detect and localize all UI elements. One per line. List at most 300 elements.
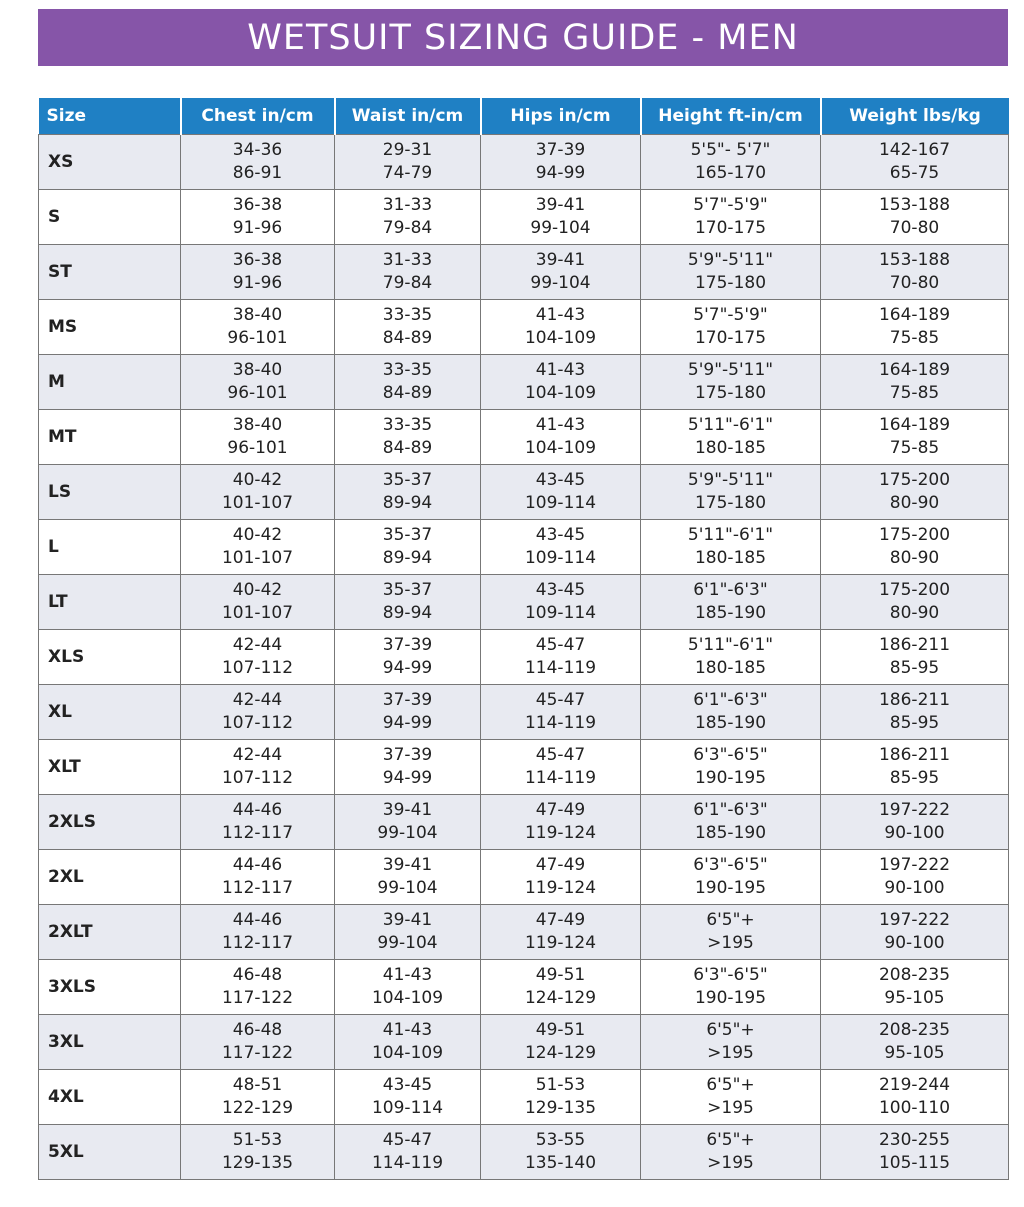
size-cell: MT (39, 410, 181, 465)
height-imperial: 6'1"-6'3" (693, 690, 768, 710)
weight-metric: 95-105 (884, 988, 945, 1008)
weight-imperial: 208-235 (878, 1020, 951, 1040)
waist-cell (335, 410, 481, 465)
height-imperial: 5'7"-5'9" (693, 195, 768, 215)
header-waist: Waist in/cm (335, 98, 481, 135)
weight-cell (821, 300, 1009, 355)
chest-imperial: 46-48 (232, 1020, 283, 1040)
chest-imperial: 42-44 (232, 690, 283, 710)
height-imperial: 6'3"-6'5" (693, 965, 768, 985)
weight-cell (821, 135, 1009, 190)
hips-cell (481, 740, 641, 795)
hips-metric: 114-119 (524, 713, 597, 733)
waist-cell (335, 1015, 481, 1070)
weight-metric: 75-85 (889, 438, 940, 458)
hips-imperial: 47-49 (535, 800, 586, 820)
table-row (39, 300, 1009, 355)
size-cell: 3XL (39, 1015, 181, 1070)
chest-metric: 129-135 (221, 1153, 294, 1173)
waist-cell (335, 905, 481, 960)
chest-imperial: 42-44 (232, 635, 283, 655)
waist-cell (335, 685, 481, 740)
waist-metric: 94-99 (382, 713, 433, 733)
height-cell (641, 960, 821, 1015)
chest-imperial: 44-46 (232, 855, 283, 875)
chest-cell (181, 1125, 335, 1180)
hips-metric: 119-124 (524, 878, 597, 898)
height-imperial: 5'11"-6'1" (687, 415, 774, 435)
weight-cell (821, 410, 1009, 465)
chest-metric: 117-122 (221, 1043, 294, 1063)
chest-metric: 101-107 (221, 548, 294, 568)
waist-cell (335, 795, 481, 850)
height-imperial: 6'5"+ (706, 1075, 755, 1095)
height-imperial: 6'3"-6'5" (693, 855, 768, 875)
waist-cell (335, 630, 481, 685)
weight-metric: 85-95 (889, 768, 940, 788)
table-row (39, 1125, 1009, 1180)
hips-imperial: 43-45 (535, 470, 586, 490)
chest-imperial: 44-46 (232, 800, 283, 820)
waist-cell (335, 465, 481, 520)
height-cell (641, 355, 821, 410)
waist-metric: 84-89 (382, 328, 433, 348)
chest-metric: 91-96 (232, 273, 283, 293)
height-metric: >195 (707, 933, 754, 953)
table-row (39, 245, 1009, 300)
size-cell: ST (39, 245, 181, 300)
waist-metric: 89-94 (382, 493, 433, 513)
waist-cell (335, 190, 481, 245)
weight-metric: 100-110 (878, 1098, 951, 1118)
waist-metric: 99-104 (377, 823, 438, 843)
hips-metric: 124-129 (524, 988, 597, 1008)
table-row (39, 575, 1009, 630)
waist-imperial: 33-35 (382, 415, 433, 435)
header-weight: Weight lbs/kg (821, 98, 1009, 135)
waist-metric: 114-119 (371, 1153, 444, 1173)
weight-metric: 75-85 (889, 328, 940, 348)
height-imperial: 5'9"-5'11" (687, 360, 774, 380)
height-imperial: 6'1"-6'3" (693, 580, 768, 600)
hips-imperial: 43-45 (535, 525, 586, 545)
hips-metric: 114-119 (524, 768, 597, 788)
height-cell (641, 905, 821, 960)
hips-cell (481, 905, 641, 960)
waist-cell (335, 960, 481, 1015)
table-row (39, 410, 1009, 465)
waist-cell (335, 740, 481, 795)
height-metric: 185-190 (694, 603, 767, 623)
hips-metric: 114-119 (524, 658, 597, 678)
table-row (39, 355, 1009, 410)
chest-cell (181, 905, 335, 960)
chest-cell (181, 300, 335, 355)
hips-cell (481, 410, 641, 465)
height-metric: 175-180 (694, 493, 767, 513)
height-cell (641, 1125, 821, 1180)
sizing-table (38, 98, 1009, 1180)
hips-metric: 104-109 (524, 328, 597, 348)
chest-cell (181, 740, 335, 795)
chest-imperial: 44-46 (232, 910, 283, 930)
weight-metric: 85-95 (889, 713, 940, 733)
height-imperial: 5'11"-6'1" (687, 635, 774, 655)
weight-cell (821, 630, 1009, 685)
waist-imperial: 39-41 (382, 910, 433, 930)
weight-cell (821, 905, 1009, 960)
hips-metric: 119-124 (524, 933, 597, 953)
waist-cell (335, 1070, 481, 1125)
hips-cell (481, 520, 641, 575)
size-cell: 5XL (39, 1125, 181, 1180)
waist-cell (335, 135, 481, 190)
chest-imperial: 48-51 (232, 1075, 283, 1095)
weight-metric: 90-100 (884, 823, 945, 843)
hips-imperial: 43-45 (535, 580, 586, 600)
waist-imperial: 45-47 (382, 1130, 433, 1150)
waist-imperial: 29-31 (382, 140, 433, 160)
chest-metric: 96-101 (227, 383, 288, 403)
chest-metric: 107-112 (221, 658, 294, 678)
waist-metric: 99-104 (377, 933, 438, 953)
table-row (39, 1070, 1009, 1125)
height-cell (641, 630, 821, 685)
hips-metric: 94-99 (535, 163, 586, 183)
waist-imperial: 31-33 (382, 250, 433, 270)
hips-metric: 109-114 (524, 493, 597, 513)
header-size: Size (39, 98, 181, 135)
height-imperial: 5'9"-5'11" (687, 250, 774, 270)
weight-metric: 70-80 (889, 273, 940, 293)
waist-metric: 94-99 (382, 768, 433, 788)
chest-imperial: 51-53 (232, 1130, 283, 1150)
height-cell (641, 575, 821, 630)
chest-cell (181, 190, 335, 245)
weight-metric: 95-105 (884, 1043, 945, 1063)
waist-imperial: 31-33 (382, 195, 433, 215)
weight-cell (821, 465, 1009, 520)
waist-imperial: 43-45 (382, 1075, 433, 1095)
waist-metric: 79-84 (382, 218, 433, 238)
height-metric: 170-175 (694, 218, 767, 238)
weight-cell (821, 740, 1009, 795)
chest-imperial: 42-44 (232, 745, 283, 765)
chest-metric: 91-96 (232, 218, 283, 238)
height-imperial: 5'9"-5'11" (687, 470, 774, 490)
table-row (39, 630, 1009, 685)
hips-imperial: 51-53 (535, 1075, 586, 1095)
weight-imperial: 164-189 (878, 360, 951, 380)
chest-cell (181, 410, 335, 465)
chest-cell (181, 630, 335, 685)
header-row (39, 98, 1009, 135)
height-cell (641, 135, 821, 190)
chest-metric: 112-117 (221, 933, 294, 953)
chest-cell (181, 575, 335, 630)
waist-cell (335, 245, 481, 300)
size-cell: L (39, 520, 181, 575)
header-height: Height ft-in/cm (641, 98, 821, 135)
waist-metric: 94-99 (382, 658, 433, 678)
hips-imperial: 41-43 (535, 305, 586, 325)
height-imperial: 5'5"- 5'7" (690, 140, 771, 160)
height-cell (641, 245, 821, 300)
table-row (39, 520, 1009, 575)
hips-imperial: 37-39 (535, 140, 586, 160)
table-row (39, 465, 1009, 520)
table-row (39, 1015, 1009, 1070)
weight-imperial: 164-189 (878, 415, 951, 435)
chest-metric: 117-122 (221, 988, 294, 1008)
weight-metric: 85-95 (889, 658, 940, 678)
chest-metric: 122-129 (221, 1098, 294, 1118)
weight-imperial: 175-200 (878, 525, 951, 545)
weight-cell (821, 355, 1009, 410)
height-metric: 170-175 (694, 328, 767, 348)
hips-imperial: 39-41 (535, 250, 586, 270)
weight-imperial: 153-188 (878, 195, 951, 215)
size-cell: LS (39, 465, 181, 520)
size-cell: 3XLS (39, 960, 181, 1015)
chest-imperial: 46-48 (232, 965, 283, 985)
hips-metric: 109-114 (524, 603, 597, 623)
height-metric: >195 (707, 1043, 754, 1063)
chest-metric: 86-91 (232, 163, 283, 183)
weight-cell (821, 1015, 1009, 1070)
table-row (39, 135, 1009, 190)
waist-metric: 89-94 (382, 548, 433, 568)
hips-metric: 99-104 (530, 218, 591, 238)
hips-imperial: 41-43 (535, 415, 586, 435)
chest-cell (181, 685, 335, 740)
waist-metric: 79-84 (382, 273, 433, 293)
hips-metric: 129-135 (524, 1098, 597, 1118)
weight-imperial: 164-189 (878, 305, 951, 325)
height-imperial: 6'5"+ (706, 1130, 755, 1150)
weight-metric: 80-90 (889, 603, 940, 623)
weight-imperial: 197-222 (878, 855, 951, 875)
waist-metric: 74-79 (382, 163, 433, 183)
chest-metric: 112-117 (221, 823, 294, 843)
table-row (39, 685, 1009, 740)
waist-metric: 84-89 (382, 383, 433, 403)
weight-imperial: 219-244 (878, 1075, 951, 1095)
hips-metric: 99-104 (530, 273, 591, 293)
weight-cell (821, 520, 1009, 575)
hips-metric: 104-109 (524, 383, 597, 403)
waist-cell (335, 520, 481, 575)
hips-cell (481, 300, 641, 355)
height-cell (641, 465, 821, 520)
hips-cell (481, 1125, 641, 1180)
height-metric: 185-190 (694, 713, 767, 733)
hips-cell (481, 1015, 641, 1070)
table-row (39, 850, 1009, 905)
hips-cell (481, 630, 641, 685)
size-cell: MS (39, 300, 181, 355)
weight-imperial: 197-222 (878, 800, 951, 820)
height-imperial: 6'3"-6'5" (693, 745, 768, 765)
chest-metric: 107-112 (221, 713, 294, 733)
hips-metric: 124-129 (524, 1043, 597, 1063)
waist-cell (335, 850, 481, 905)
size-cell: 2XLS (39, 795, 181, 850)
height-imperial: 5'11"-6'1" (687, 525, 774, 545)
height-cell (641, 740, 821, 795)
height-metric: 175-180 (694, 273, 767, 293)
table-row (39, 190, 1009, 245)
weight-imperial: 186-211 (878, 635, 951, 655)
height-metric: >195 (707, 1153, 754, 1173)
waist-metric: 104-109 (371, 1043, 444, 1063)
hips-cell (481, 355, 641, 410)
waist-imperial: 35-37 (382, 580, 433, 600)
waist-imperial: 33-35 (382, 360, 433, 380)
weight-imperial: 197-222 (878, 910, 951, 930)
weight-cell (821, 190, 1009, 245)
chest-metric: 112-117 (221, 878, 294, 898)
chest-cell (181, 245, 335, 300)
height-cell (641, 410, 821, 465)
weight-cell (821, 1125, 1009, 1180)
height-imperial: 6'1"-6'3" (693, 800, 768, 820)
height-imperial: 6'5"+ (706, 1020, 755, 1040)
waist-imperial: 33-35 (382, 305, 433, 325)
chest-cell (181, 795, 335, 850)
height-cell (641, 190, 821, 245)
chest-cell (181, 520, 335, 575)
chest-imperial: 36-38 (232, 250, 283, 270)
weight-imperial: 175-200 (878, 580, 951, 600)
hips-imperial: 49-51 (535, 1020, 586, 1040)
waist-cell (335, 575, 481, 630)
weight-imperial: 142-167 (878, 140, 951, 160)
height-metric: 190-195 (694, 768, 767, 788)
weight-imperial: 186-211 (878, 745, 951, 765)
chest-metric: 96-101 (227, 328, 288, 348)
hips-imperial: 47-49 (535, 855, 586, 875)
hips-cell (481, 795, 641, 850)
height-cell (641, 850, 821, 905)
waist-imperial: 35-37 (382, 525, 433, 545)
table-row (39, 905, 1009, 960)
chest-imperial: 38-40 (232, 415, 283, 435)
hips-metric: 119-124 (524, 823, 597, 843)
waist-imperial: 37-39 (382, 745, 433, 765)
size-cell: 2XLT (39, 905, 181, 960)
weight-imperial: 175-200 (878, 470, 951, 490)
weight-cell (821, 245, 1009, 300)
table-row (39, 795, 1009, 850)
weight-metric: 65-75 (889, 163, 940, 183)
chest-cell (181, 135, 335, 190)
waist-metric: 84-89 (382, 438, 433, 458)
chest-imperial: 40-42 (232, 470, 283, 490)
waist-metric: 109-114 (371, 1098, 444, 1118)
waist-imperial: 39-41 (382, 800, 433, 820)
size-cell: M (39, 355, 181, 410)
waist-imperial: 41-43 (382, 1020, 433, 1040)
height-metric: 180-185 (694, 548, 767, 568)
waist-metric: 89-94 (382, 603, 433, 623)
chest-metric: 96-101 (227, 438, 288, 458)
waist-imperial: 41-43 (382, 965, 433, 985)
size-cell: XLS (39, 630, 181, 685)
height-cell (641, 685, 821, 740)
chest-metric: 107-112 (221, 768, 294, 788)
weight-cell (821, 960, 1009, 1015)
weight-cell (821, 1070, 1009, 1125)
hips-imperial: 45-47 (535, 745, 586, 765)
size-cell: S (39, 190, 181, 245)
hips-cell (481, 1070, 641, 1125)
waist-imperial: 37-39 (382, 635, 433, 655)
chest-imperial: 40-42 (232, 580, 283, 600)
table-row (39, 960, 1009, 1015)
waist-imperial: 37-39 (382, 690, 433, 710)
height-metric: 175-180 (694, 383, 767, 403)
chest-cell (181, 465, 335, 520)
weight-metric: 80-90 (889, 493, 940, 513)
waist-metric: 99-104 (377, 878, 438, 898)
hips-cell (481, 575, 641, 630)
header-chest: Chest in/cm (181, 98, 335, 135)
hips-imperial: 49-51 (535, 965, 586, 985)
height-imperial: 6'5"+ (706, 910, 755, 930)
hips-imperial: 47-49 (535, 910, 586, 930)
height-metric: 180-185 (694, 658, 767, 678)
weight-metric: 105-115 (878, 1153, 951, 1173)
hips-cell (481, 960, 641, 1015)
height-metric: 185-190 (694, 823, 767, 843)
height-imperial: 5'7"-5'9" (693, 305, 768, 325)
page-title: WETSUIT SIZING GUIDE - MEN (38, 9, 1008, 66)
weight-imperial: 153-188 (878, 250, 951, 270)
weight-metric: 80-90 (889, 548, 940, 568)
height-metric: >195 (707, 1098, 754, 1118)
weight-imperial: 208-235 (878, 965, 951, 985)
hips-metric: 109-114 (524, 548, 597, 568)
waist-cell (335, 1125, 481, 1180)
chest-imperial: 38-40 (232, 360, 283, 380)
waist-imperial: 35-37 (382, 470, 433, 490)
height-metric: 190-195 (694, 878, 767, 898)
chest-imperial: 40-42 (232, 525, 283, 545)
chest-cell (181, 960, 335, 1015)
hips-cell (481, 245, 641, 300)
weight-imperial: 186-211 (878, 690, 951, 710)
size-cell: XLT (39, 740, 181, 795)
height-metric: 180-185 (694, 438, 767, 458)
hips-cell (481, 685, 641, 740)
chest-cell (181, 355, 335, 410)
waist-cell (335, 355, 481, 410)
size-cell: XL (39, 685, 181, 740)
height-cell (641, 1015, 821, 1070)
size-cell: LT (39, 575, 181, 630)
weight-cell (821, 795, 1009, 850)
hips-imperial: 41-43 (535, 360, 586, 380)
hips-imperial: 45-47 (535, 690, 586, 710)
chest-cell (181, 850, 335, 905)
header-hips: Hips in/cm (481, 98, 641, 135)
height-cell (641, 300, 821, 355)
weight-metric: 70-80 (889, 218, 940, 238)
weight-imperial: 230-255 (878, 1130, 951, 1150)
hips-imperial: 45-47 (535, 635, 586, 655)
hips-metric: 104-109 (524, 438, 597, 458)
